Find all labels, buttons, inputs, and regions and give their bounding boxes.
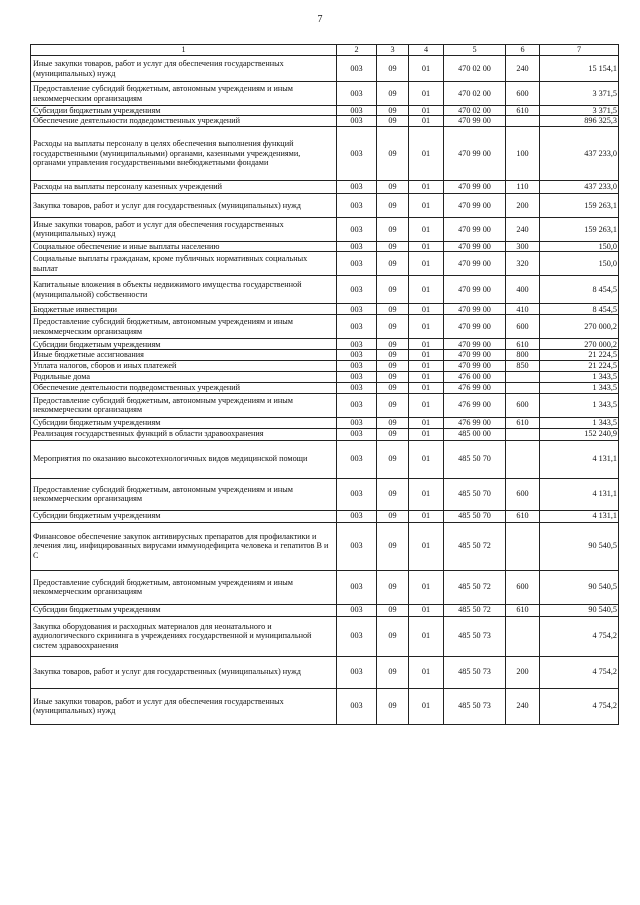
row-c6-cell: 240	[506, 56, 540, 82]
row-c6-cell: 610	[506, 339, 540, 350]
row-c7-cell: 4 754,2	[540, 688, 619, 724]
row-name-cell: Иные закупки товаров, работ и услуг для обеспечения государственных (муниципальных) нужд	[31, 688, 337, 724]
table-row	[31, 440, 619, 478]
row-c7-cell: 8 454,5	[540, 304, 619, 315]
row-c2-cell: 003	[337, 478, 377, 510]
row-c3-cell: 09	[377, 82, 409, 106]
row-c4-cell: 01	[409, 428, 444, 440]
row-c6-cell: 400	[506, 276, 540, 304]
row-c3-cell: 09	[377, 193, 409, 217]
row-c3-cell: 09	[377, 276, 409, 304]
row-c4-cell: 01	[409, 82, 444, 106]
row-c4-cell: 01	[409, 393, 444, 417]
row-c4-cell: 01	[409, 106, 444, 116]
row-c2-cell: 003	[337, 276, 377, 304]
row-c7-cell: 3 371,5	[540, 106, 619, 116]
row-c3-cell: 09	[377, 688, 409, 724]
row-c4-cell: 01	[409, 252, 444, 276]
row-c6-cell: 610	[506, 417, 540, 428]
row-c2-cell: 003	[337, 428, 377, 440]
row-c3-cell: 09	[377, 315, 409, 339]
row-c7-cell: 90 540,5	[540, 604, 619, 616]
row-c4-cell: 01	[409, 193, 444, 217]
row-c3-cell: 09	[377, 371, 409, 382]
row-c7-cell: 1 343,5	[540, 371, 619, 382]
row-c6-cell: 850	[506, 360, 540, 371]
row-c2-cell: 003	[337, 180, 377, 193]
row-c4-cell: 01	[409, 604, 444, 616]
row-c2-cell: 003	[337, 304, 377, 315]
table-row	[31, 616, 619, 656]
row-c2-cell: 003	[337, 440, 377, 478]
row-c7-cell: 1 343,5	[540, 393, 619, 417]
row-c5-cell: 470 99 00	[444, 116, 506, 126]
row-c6-cell: 240	[506, 217, 540, 241]
row-c5-cell: 485 50 73	[444, 688, 506, 724]
row-name-cell: Иные закупки товаров, работ и услуг для обеспечения государственных (муниципальных) нужд	[31, 56, 337, 82]
table-row	[31, 510, 619, 522]
row-c5-cell: 476 99 00	[444, 417, 506, 428]
row-c5-cell: 476 00 00	[444, 371, 506, 382]
row-c4-cell: 01	[409, 382, 444, 393]
row-c5-cell: 470 02 00	[444, 106, 506, 116]
column-header-3: 3	[377, 45, 409, 56]
table-row	[31, 522, 619, 570]
row-name-cell: Расходы на выплаты персоналу в целях обеспечения выполнения функций государственными (муниципальными) органами, казенными учреждениями, органами управления государственными внебюджетными фондами	[31, 126, 337, 180]
row-c3-cell: 09	[377, 252, 409, 276]
row-c3-cell: 09	[377, 339, 409, 350]
row-c2-cell: 003	[337, 360, 377, 371]
row-c7-cell: 8 454,5	[540, 276, 619, 304]
table-row	[31, 82, 619, 106]
row-c7-cell: 4 131,1	[540, 510, 619, 522]
table-row	[31, 350, 619, 360]
row-c3-cell: 09	[377, 604, 409, 616]
row-c4-cell: 01	[409, 417, 444, 428]
row-c7-cell: 3 371,5	[540, 82, 619, 106]
row-c5-cell: 470 99 00	[444, 315, 506, 339]
table-row	[31, 276, 619, 304]
row-c7-cell: 270 000,2	[540, 315, 619, 339]
table-row	[31, 417, 619, 428]
row-c6-cell: 600	[506, 82, 540, 106]
row-c7-cell: 896 325,3	[540, 116, 619, 126]
row-c4-cell: 01	[409, 217, 444, 241]
row-c7-cell: 150,0	[540, 252, 619, 276]
row-c2-cell: 003	[337, 217, 377, 241]
row-c5-cell: 470 02 00	[444, 56, 506, 82]
row-c6-cell: 610	[506, 604, 540, 616]
row-c6-cell: 240	[506, 688, 540, 724]
row-c5-cell: 470 99 00	[444, 126, 506, 180]
row-name-cell: Субсидии бюджетным учреждениям	[31, 604, 337, 616]
row-c6-cell: 800	[506, 350, 540, 360]
table-row	[31, 478, 619, 510]
table-row	[31, 252, 619, 276]
row-c5-cell: 470 99 00	[444, 360, 506, 371]
table-row	[31, 570, 619, 604]
row-c2-cell: 003	[337, 604, 377, 616]
row-name-cell: Закупка товаров, работ и услуг для государственных (муниципальных) нужд	[31, 193, 337, 217]
table-row	[31, 656, 619, 688]
row-c7-cell: 4 131,1	[540, 440, 619, 478]
row-c6-cell: 200	[506, 656, 540, 688]
row-c5-cell: 485 50 70	[444, 440, 506, 478]
row-c3-cell: 09	[377, 393, 409, 417]
row-c4-cell: 01	[409, 616, 444, 656]
row-c4-cell: 01	[409, 360, 444, 371]
row-c2-cell: 003	[337, 126, 377, 180]
row-c5-cell: 470 99 00	[444, 252, 506, 276]
row-c5-cell: 485 50 72	[444, 604, 506, 616]
row-c6-cell	[506, 116, 540, 126]
header-row	[31, 45, 619, 56]
row-c3-cell: 09	[377, 106, 409, 116]
row-c3-cell: 09	[377, 350, 409, 360]
row-c2-cell: 003	[337, 393, 377, 417]
row-c2-cell: 003	[337, 522, 377, 570]
column-header-5: 5	[444, 45, 506, 56]
row-c5-cell: 485 50 73	[444, 656, 506, 688]
row-name-cell: Субсидии бюджетным учреждениям	[31, 106, 337, 116]
row-c6-cell: 610	[506, 510, 540, 522]
row-c7-cell: 150,0	[540, 241, 619, 251]
row-c4-cell: 01	[409, 304, 444, 315]
row-c3-cell: 09	[377, 440, 409, 478]
row-c3-cell: 09	[377, 180, 409, 193]
row-c3-cell: 09	[377, 570, 409, 604]
row-name-cell: Родильные дома	[31, 371, 337, 382]
row-c5-cell: 476 99 00	[444, 393, 506, 417]
row-c5-cell: 485 50 72	[444, 522, 506, 570]
row-c2-cell: 003	[337, 510, 377, 522]
row-name-cell: Предоставление субсидий бюджетным, автономным учреждениям и иным некоммерческим организациям	[31, 315, 337, 339]
row-name-cell: Расходы на выплаты персоналу казенных учреждений	[31, 180, 337, 193]
row-c6-cell: 600	[506, 393, 540, 417]
row-c6-cell	[506, 616, 540, 656]
row-c5-cell: 470 99 00	[444, 304, 506, 315]
row-c3-cell: 09	[377, 616, 409, 656]
page-number: 7	[317, 14, 323, 25]
row-name-cell: Предоставление субсидий бюджетным, автономным учреждениям и иным некоммерческим организациям	[31, 82, 337, 106]
row-c2-cell: 003	[337, 688, 377, 724]
row-c5-cell: 470 02 00	[444, 82, 506, 106]
row-c7-cell: 437 233,0	[540, 126, 619, 180]
table-row	[31, 304, 619, 315]
row-c6-cell	[506, 522, 540, 570]
row-name-cell: Предоставление субсидий бюджетным, автономным учреждениям и иным некоммерческим организациям	[31, 570, 337, 604]
row-c4-cell: 01	[409, 522, 444, 570]
row-c6-cell	[506, 428, 540, 440]
row-c2-cell: 003	[337, 241, 377, 251]
row-c3-cell: 09	[377, 304, 409, 315]
row-c5-cell: 470 99 00	[444, 217, 506, 241]
row-c2-cell: 003	[337, 382, 377, 393]
row-name-cell: Бюджетные инвестиции	[31, 304, 337, 315]
row-c4-cell: 01	[409, 656, 444, 688]
row-c2-cell: 003	[337, 193, 377, 217]
table-row	[31, 106, 619, 116]
row-c2-cell: 003	[337, 371, 377, 382]
table-body	[31, 56, 619, 725]
table-row	[31, 428, 619, 440]
row-c3-cell: 09	[377, 522, 409, 570]
row-c5-cell: 470 99 00	[444, 241, 506, 251]
row-c6-cell	[506, 382, 540, 393]
table-row	[31, 315, 619, 339]
row-c3-cell: 09	[377, 417, 409, 428]
table-row	[31, 193, 619, 217]
row-c2-cell: 003	[337, 116, 377, 126]
row-c7-cell: 21 224,5	[540, 360, 619, 371]
row-c7-cell: 437 233,0	[540, 180, 619, 193]
budget-table	[30, 44, 619, 725]
row-c5-cell: 485 50 73	[444, 616, 506, 656]
row-c2-cell: 003	[337, 82, 377, 106]
row-c7-cell: 90 540,5	[540, 570, 619, 604]
row-c2-cell: 003	[337, 350, 377, 360]
row-c6-cell	[506, 440, 540, 478]
row-c6-cell: 600	[506, 570, 540, 604]
row-c7-cell: 4 754,2	[540, 616, 619, 656]
row-c7-cell: 4 131,1	[540, 478, 619, 510]
table-row	[31, 116, 619, 126]
column-header-4: 4	[409, 45, 444, 56]
row-c5-cell: 470 99 00	[444, 339, 506, 350]
row-name-cell: Обеспечение деятельности подведомственных учреждений	[31, 382, 337, 393]
row-c6-cell: 300	[506, 241, 540, 251]
row-c7-cell: 152 240,9	[540, 428, 619, 440]
row-name-cell: Финансовое обеспечение закупок антивирусных препаратов для профилактики и лечения лиц, инфицированных вирусами иммунодефицита человека и гепатитов В и С	[31, 522, 337, 570]
row-c7-cell: 159 263,1	[540, 193, 619, 217]
row-c4-cell: 01	[409, 371, 444, 382]
row-c7-cell: 270 000,2	[540, 339, 619, 350]
row-c6-cell: 320	[506, 252, 540, 276]
row-c6-cell: 110	[506, 180, 540, 193]
row-c6-cell: 100	[506, 126, 540, 180]
row-c7-cell: 1 343,5	[540, 382, 619, 393]
row-c5-cell: 476 99 00	[444, 382, 506, 393]
row-c3-cell: 09	[377, 126, 409, 180]
row-c4-cell: 01	[409, 688, 444, 724]
row-c4-cell: 01	[409, 56, 444, 82]
row-name-cell: Закупка товаров, работ и услуг для государственных (муниципальных) нужд	[31, 656, 337, 688]
row-c4-cell: 01	[409, 116, 444, 126]
row-c4-cell: 01	[409, 126, 444, 180]
row-c2-cell: 003	[337, 656, 377, 688]
row-c5-cell: 470 99 00	[444, 180, 506, 193]
table-row	[31, 360, 619, 371]
row-c6-cell: 200	[506, 193, 540, 217]
row-name-cell: Уплата налогов, сборов и иных платежей	[31, 360, 337, 371]
table-row	[31, 393, 619, 417]
table-row	[31, 241, 619, 251]
row-c4-cell: 01	[409, 510, 444, 522]
row-c3-cell: 09	[377, 478, 409, 510]
row-c2-cell: 003	[337, 106, 377, 116]
row-c6-cell: 600	[506, 478, 540, 510]
table-row	[31, 180, 619, 193]
row-c3-cell: 09	[377, 116, 409, 126]
row-c3-cell: 09	[377, 382, 409, 393]
column-header-1: 1	[31, 45, 337, 56]
row-c7-cell: 159 263,1	[540, 217, 619, 241]
row-c6-cell: 600	[506, 315, 540, 339]
row-name-cell: Социальные выплаты гражданам, кроме публичных нормативных социальных выплат	[31, 252, 337, 276]
row-name-cell: Капитальные вложения в объекты недвижимого имущества государственной (муниципальной) собственности	[31, 276, 337, 304]
row-name-cell: Предоставление субсидий бюджетным, автономным учреждениям и иным некоммерческим организациям	[31, 478, 337, 510]
row-c4-cell: 01	[409, 350, 444, 360]
row-name-cell: Иные закупки товаров, работ и услуг для обеспечения государственных (муниципальных) нужд	[31, 217, 337, 241]
table-row	[31, 217, 619, 241]
row-c2-cell: 003	[337, 570, 377, 604]
row-c2-cell: 003	[337, 339, 377, 350]
table-row	[31, 339, 619, 350]
row-name-cell: Субсидии бюджетным учреждениям	[31, 510, 337, 522]
row-c5-cell: 485 50 72	[444, 570, 506, 604]
column-header-2: 2	[337, 45, 377, 56]
table-row	[31, 604, 619, 616]
row-c7-cell: 21 224,5	[540, 350, 619, 360]
row-c4-cell: 01	[409, 570, 444, 604]
row-c4-cell: 01	[409, 276, 444, 304]
row-name-cell: Социальное обеспечение и иные выплаты населению	[31, 241, 337, 251]
row-name-cell: Обеспечение деятельности подведомственных учреждений	[31, 116, 337, 126]
row-c4-cell: 01	[409, 241, 444, 251]
row-c2-cell: 003	[337, 315, 377, 339]
row-name-cell: Мероприятия по оказанию высокотехнологичных видов медицинской помощи	[31, 440, 337, 478]
table-row	[31, 688, 619, 724]
column-header-6: 6	[506, 45, 540, 56]
row-name-cell: Субсидии бюджетным учреждениям	[31, 417, 337, 428]
row-c2-cell: 003	[337, 56, 377, 82]
table-row	[31, 371, 619, 382]
row-c5-cell: 485 50 70	[444, 510, 506, 522]
row-c4-cell: 01	[409, 180, 444, 193]
row-name-cell: Закупка оборудования и расходных материалов для неонатального и аудиологического скрининга в учреждениях государственной и муниципальной систем здравоохранения	[31, 616, 337, 656]
row-c3-cell: 09	[377, 217, 409, 241]
row-c3-cell: 09	[377, 510, 409, 522]
row-c3-cell: 09	[377, 241, 409, 251]
row-c7-cell: 15 154,1	[540, 56, 619, 82]
row-name-cell: Реализация государственных функций в области здравоохранения	[31, 428, 337, 440]
row-c6-cell	[506, 371, 540, 382]
row-c3-cell: 09	[377, 360, 409, 371]
row-c4-cell: 01	[409, 478, 444, 510]
row-c5-cell: 470 99 00	[444, 276, 506, 304]
row-c7-cell: 1 343,5	[540, 417, 619, 428]
row-c5-cell: 485 50 70	[444, 478, 506, 510]
row-name-cell: Иные бюджетные ассигнования	[31, 350, 337, 360]
row-c7-cell: 90 540,5	[540, 522, 619, 570]
row-c7-cell: 4 754,2	[540, 656, 619, 688]
row-c4-cell: 01	[409, 339, 444, 350]
row-c3-cell: 09	[377, 56, 409, 82]
row-c5-cell: 485 00 00	[444, 428, 506, 440]
row-c4-cell: 01	[409, 315, 444, 339]
table-row	[31, 56, 619, 82]
row-name-cell: Субсидии бюджетным учреждениям	[31, 339, 337, 350]
row-c2-cell: 003	[337, 252, 377, 276]
table-row	[31, 382, 619, 393]
row-c5-cell: 470 99 00	[444, 350, 506, 360]
row-c3-cell: 09	[377, 428, 409, 440]
row-c4-cell: 01	[409, 440, 444, 478]
row-c6-cell: 610	[506, 106, 540, 116]
row-c2-cell: 003	[337, 616, 377, 656]
row-c2-cell: 003	[337, 417, 377, 428]
row-c6-cell: 410	[506, 304, 540, 315]
column-header-7: 7	[540, 45, 619, 56]
row-c3-cell: 09	[377, 656, 409, 688]
row-c5-cell: 470 99 00	[444, 193, 506, 217]
row-name-cell: Предоставление субсидий бюджетным, автономным учреждениям и иным некоммерческим организациям	[31, 393, 337, 417]
table-row	[31, 126, 619, 180]
